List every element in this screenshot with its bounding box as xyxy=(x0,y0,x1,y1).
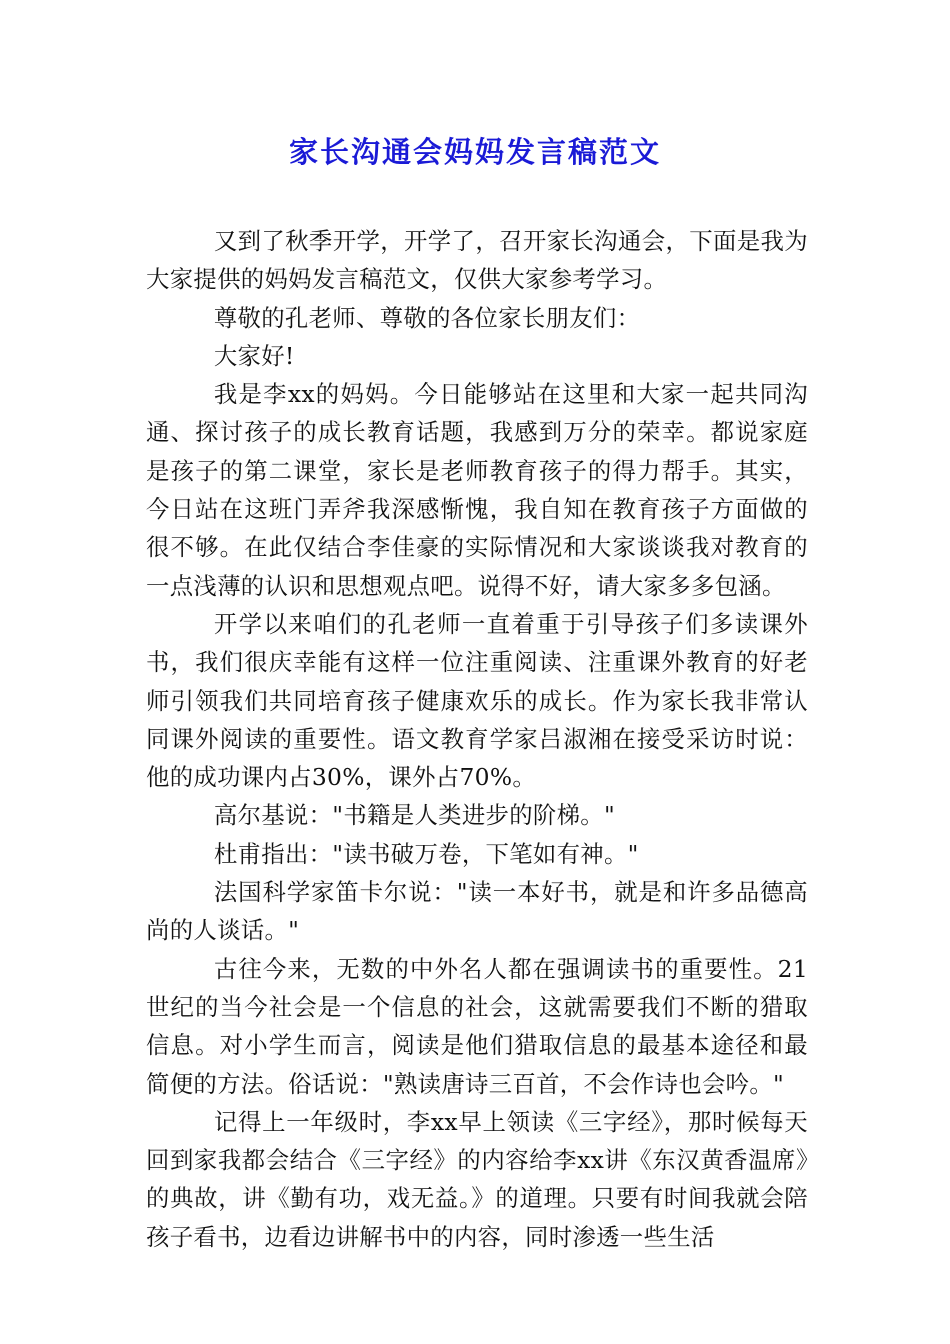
paragraph-intro: 又到了秋季开学，开学了，召开家长沟通会，下面是我为大家提供的妈妈发言稿范文，仅供大家参考学习。 xyxy=(146,227,808,294)
paragraph-first-grade: 记得上一年级时，李xx早上领读《三字经》，那时候每天回到家我都会结合《三字经》的内容给李xx讲《东汉黄香温席》的典故，讲《勤有功，戏无益。》的道理。只要有时间我就会陪孩子看书，边看边讲解书中的内容，同时渗透一些生活 xyxy=(146,1107,808,1251)
paragraph-quote-descartes: 法国科学家笛卡尔说："读一本好书，就是和许多品德高尚的人谈话。" xyxy=(146,878,808,945)
paragraph-quote-gorky: 高尔基说："书籍是人类进步的阶梯。" xyxy=(213,801,616,830)
paragraph-salutation: 尊敬的孔老师、尊敬的各位家长朋友们： xyxy=(213,303,641,332)
paragraph-reading-importance: 开学以来咱们的孔老师一直着重于引导孩子们多读课外书，我们很庆幸能有这样一位注重阅读、注重课外教育的好老师引领我们共同培育孩子健康欢乐的成长。作为家长我非常认同课外阅读的重要性。语文教育学家吕淑湘在接受采访时说：他的成功课内占30%，课外占70%。 xyxy=(146,609,808,792)
paragraph-self-intro: 我是李xx的妈妈。今日能够站在这里和大家一起共同沟通、探讨孩子的成长教育话题，我感到万分的荣幸。都说家庭是孩子的第二课堂，家长是老师教育孩子的得力帮手。其实，今日站在这班门弄斧我深感惭愧，我自知在教育孩子方面做的很不够。在此仅结合李佳豪的实际情况和大家谈谈我对教育的一点浅薄的认识和思想观点吧。说得不好，请大家多多包涵。 xyxy=(146,380,808,600)
paragraph-quote-dufu: 杜甫指出："读书破万卷，下笔如有神。" xyxy=(213,839,639,868)
document-title: 家长沟通会妈妈发言稿范文 xyxy=(288,135,661,169)
document-body xyxy=(146,222,808,1256)
paragraph-information-age: 古往今来，无数的中外名人都在强调读书的重要性。21世纪的当今社会是一个信息的社会，这就需要我们不断的猎取信息。对小学生而言，阅读是他们猎取信息的最基本途径和最简便的方法。俗话说："熟读唐诗三百首，不会作诗也会吟。" xyxy=(146,954,808,1098)
paragraph-greeting: 大家好! xyxy=(213,341,295,370)
